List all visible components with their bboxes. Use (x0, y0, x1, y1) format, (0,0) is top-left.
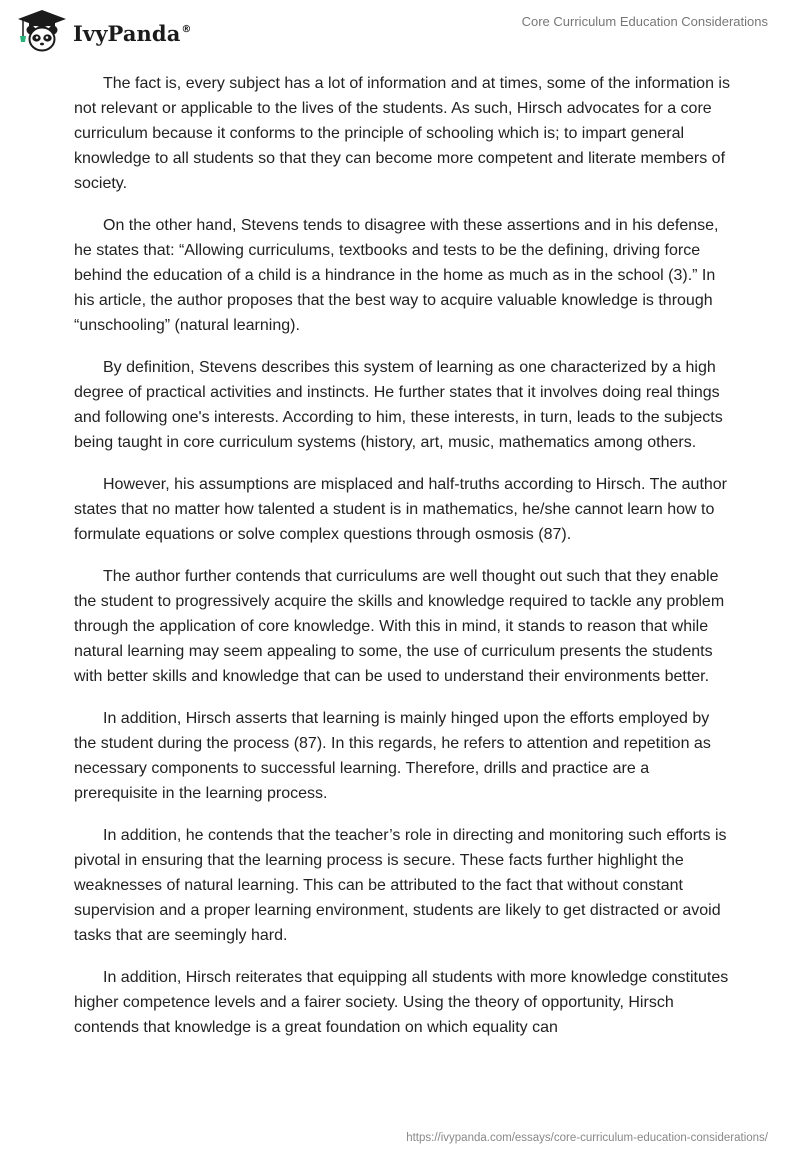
paragraph: On the other hand, Stevens tends to disagree with these assertions and in his defense, he states that: “Allowing curriculums, textbooks and tests to be the defining, driving force behind the education of a child is a hindrance in the home as much as in the school (3).” In his article, the author proposes that the best way to acquire valuable knowledge is through “unschooling” (natural learning). (74, 217, 719, 334)
paragraph: In addition, he contends that the teacher’s role in directing and monitoring such efforts is pivotal in ensuring that the learning process is secure. These facts further highlight the weaknesses of natural learning. This can be attributed to the fact that without constant supervision and a proper learning environment, students are likely to get distracted or avoid tasks that are seemingly hard. (74, 827, 727, 944)
paragraph: The fact is, every subject has a lot of information and at times, some of the information is not relevant or applicable to the lives of the students. As such, Hirsch advocates for a core curriculum because it conforms to the principle of schooling which is; to impart general knowledge to all students so that they can become more competent and literate members of society. (74, 75, 730, 192)
paragraph: By definition, Stevens describes this system of learning as one characterized by a high degree of practical activities and instincts. He further states that it involves doing real things and following one's interests. According to him, these interests, in turn, leads to the subjects being taught in core curriculum systems (history, art, music, mathematics among others. (74, 359, 723, 451)
source-url[interactable]: https://ivypanda.com/essays/core-curriculum-education-considerations/ (406, 1132, 768, 1144)
paragraph: In addition, Hirsch reiterates that equipping all students with more knowledge constitutes higher competence levels and a fairer society. Using the theory of opportunity, Hirsch contends that knowledge is a great foundation on which equality can (74, 969, 729, 1036)
brand-name: IvyPanda® (73, 20, 192, 46)
page-header (0, 0, 800, 60)
paragraph: In addition, Hirsch asserts that learning is mainly hinged upon the efforts employed by the student during the process (87). In this regards, he refers to attention and repetition as necessary components to successful learning. Therefore, drills and practice are a prerequisite in the learning process. (74, 710, 711, 802)
paragraph: However, his assumptions are misplaced and half-truths according to Hirsch. The author states that no matter how talented a student is in mathematics, he/she cannot learn how to formulate equations or solve complex questions through osmosis (87). (74, 476, 728, 543)
essay-body (74, 71, 734, 1057)
paragraph: The author further contends that curriculums are well thought out such that they enable the student to progressively acquire the skills and knowledge required to tackle any problem through the application of core knowledge. With this in mind, it stands to reason that while natural learning may seem appealing to some, the use of curriculum presents the students with better skills and knowledge that can be used to understand their environments better. (74, 568, 725, 685)
document-title: Core Curriculum Education Considerations (521, 14, 768, 29)
ivypanda-logo[interactable] (15, 9, 192, 53)
registered-mark: ® (181, 23, 192, 35)
panda-graduate-icon (15, 9, 69, 53)
